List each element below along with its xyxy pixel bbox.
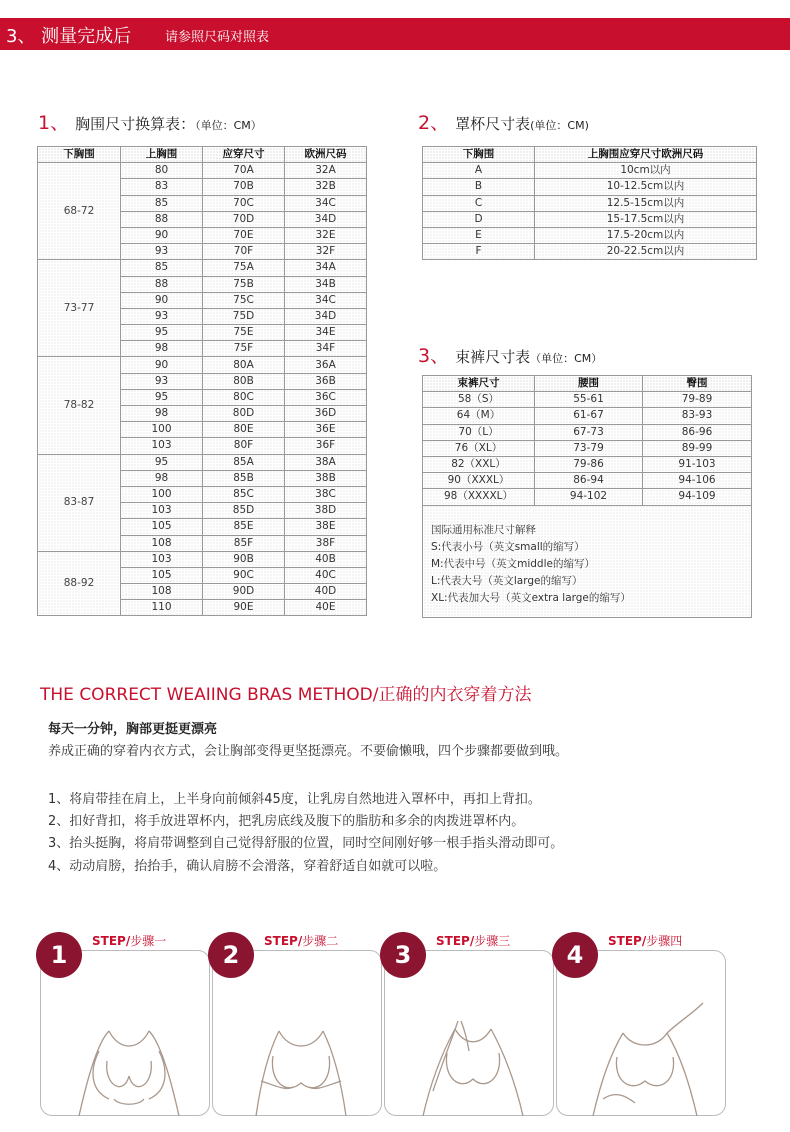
table-cell: 79-89 [643, 392, 752, 408]
size-note-line: S:代表小号（英文small的缩写） [431, 540, 585, 553]
step-number-badge: 4 [552, 932, 598, 978]
table-cell: 73-79 [535, 440, 643, 456]
table-cell: 100 [121, 422, 203, 438]
bra-size-title-num: 1、 [38, 112, 70, 134]
cup-size-title-num: 2、 [418, 112, 450, 134]
brief-size-table [422, 375, 752, 618]
bra-size-title [38, 108, 262, 135]
cup-size-title [418, 108, 589, 135]
cup-size-table-header [423, 147, 757, 163]
table-cell: 34D [285, 308, 367, 324]
table-cell: 89-99 [643, 440, 752, 456]
table-cell: 100 [121, 486, 203, 502]
table-cell: 98 [121, 341, 203, 357]
table-cell: D [423, 211, 535, 227]
table-cell: 61-67 [535, 408, 643, 424]
table-cell: 40D [285, 584, 367, 600]
step-1-illustration [59, 991, 199, 1121]
table-cell: 15-17.5cm以内 [535, 211, 757, 227]
table-cell: 85A [203, 454, 285, 470]
table-cell: 90D [203, 584, 285, 600]
step-card-2 [208, 920, 388, 1120]
table-cell: 36F [285, 438, 367, 454]
table-row [38, 551, 367, 567]
table-cell: 75A [203, 260, 285, 276]
step-4-illustration [575, 991, 715, 1121]
table-cell: 85E [203, 519, 285, 535]
table-cell: 67-73 [535, 424, 643, 440]
method-step-text-2: 2、扣好背扣，将手放进罩杯内，把乳房底线及腹下的脂肪和多余的肉拨进罩杯内。 [48, 814, 525, 829]
table-cell: 38D [285, 503, 367, 519]
table-cell: A [423, 163, 535, 179]
step-card-3 [380, 920, 560, 1120]
table-cell: 36A [285, 357, 367, 373]
table-row [423, 163, 757, 179]
step-label [92, 932, 166, 949]
brief-size-title-text: 束裤尺寸表 [455, 348, 531, 366]
table-cell: 80E [203, 422, 285, 438]
table-row [423, 424, 752, 440]
under-bust-cell: 78-82 [38, 357, 121, 454]
table-cell: 12.5-15cm以内 [535, 195, 757, 211]
table-cell: 90 [121, 357, 203, 373]
table-cell: 34C [285, 292, 367, 308]
table-header-cell: 应穿尺寸 [203, 147, 285, 163]
table-cell: 36E [285, 422, 367, 438]
header-subtitle: 请参照尺码对照表 [165, 30, 270, 45]
table-cell: 80B [203, 373, 285, 389]
table-cell: 75E [203, 325, 285, 341]
step-label-cn: 步骤二 [302, 934, 339, 948]
table-header-cell: 束裤尺寸 [423, 376, 535, 392]
table-cell: 93 [121, 373, 203, 389]
step-label-cn: 步骤一 [130, 934, 167, 948]
table-cell: 70D [203, 211, 285, 227]
table-cell: 55-61 [535, 392, 643, 408]
table-cell: 75B [203, 276, 285, 292]
table-cell: 32E [285, 227, 367, 243]
table-row [423, 244, 757, 260]
table-cell: 94-102 [535, 489, 643, 505]
step-label-en: STEP/ [436, 934, 475, 948]
table-cell: 40B [285, 551, 367, 567]
table-cell: 95 [121, 454, 203, 470]
table-cell: 76（XL） [423, 440, 535, 456]
table-cell: 38A [285, 454, 367, 470]
notes-row [423, 505, 752, 617]
table-cell: 90B [203, 551, 285, 567]
table-row [423, 440, 752, 456]
table-cell: 34B [285, 276, 367, 292]
method-headline: 每天一分钟，胸部更挺更漂亮 [48, 722, 218, 737]
table-row [423, 489, 752, 505]
table-cell: 70（L） [423, 424, 535, 440]
table-cell: 98（XXXXL） [423, 489, 535, 505]
cup-size-title-unit: (单位：CM) [530, 119, 589, 132]
table-cell: 70C [203, 195, 285, 211]
size-notes [423, 505, 752, 617]
table-row [423, 211, 757, 227]
table-cell: 34F [285, 341, 367, 357]
table-row [38, 260, 367, 276]
method-step-text-1: 1、将肩带挂在肩上，上半身向前倾斜45度，让乳房自然地进入罩杯中，再扣上背扣。 [48, 792, 541, 807]
table-row [423, 456, 752, 472]
table-cell: 93 [121, 308, 203, 324]
table-cell: 103 [121, 438, 203, 454]
table-cell: 75D [203, 308, 285, 324]
size-note-line: XL:代表加大号（英文extra large的缩写） [431, 591, 631, 604]
table-cell: 85 [121, 260, 203, 276]
table-cell: 38E [285, 519, 367, 535]
table-cell: 110 [121, 600, 203, 616]
table-row [423, 179, 757, 195]
table-cell: 85D [203, 503, 285, 519]
table-cell: 64（M） [423, 408, 535, 424]
table-cell: 85B [203, 470, 285, 486]
table-cell: 79-86 [535, 456, 643, 472]
header-title: 3、 测量完成后 [6, 26, 132, 47]
table-cell: 103 [121, 503, 203, 519]
header-banner [0, 18, 790, 50]
table-cell: 90 [121, 292, 203, 308]
table-cell: 98 [121, 406, 203, 422]
table-cell: 85F [203, 535, 285, 551]
table-cell: 88 [121, 211, 203, 227]
table-cell: 58（S） [423, 392, 535, 408]
step-label-en: STEP/ [92, 934, 131, 948]
table-row [38, 357, 367, 373]
table-cell: 108 [121, 584, 203, 600]
table-cell: 70E [203, 227, 285, 243]
method-step-text-4: 4、动动肩膀，抬抬手，确认肩膀不会滑落，穿着舒适自如就可以啦。 [48, 859, 447, 874]
table-cell: 85C [203, 486, 285, 502]
table-cell: 34A [285, 260, 367, 276]
table-cell: 86-94 [535, 473, 643, 489]
table-cell: 88 [121, 276, 203, 292]
table-row [423, 392, 752, 408]
table-cell: 17.5-20cm以内 [535, 227, 757, 243]
table-row [423, 473, 752, 489]
table-cell: 34D [285, 211, 367, 227]
cup-size-table [422, 146, 757, 260]
step-number-badge: 3 [380, 932, 426, 978]
table-cell: 80C [203, 389, 285, 405]
table-cell: 83 [121, 179, 203, 195]
step-label-cn: 步骤四 [646, 934, 683, 948]
table-cell: 32F [285, 244, 367, 260]
table-cell: 10cm以内 [535, 163, 757, 179]
bra-size-table [37, 146, 367, 616]
table-cell: 75C [203, 292, 285, 308]
step-label [608, 932, 682, 949]
step-label-en: STEP/ [264, 934, 303, 948]
table-cell: 90（XXXL） [423, 473, 535, 489]
table-cell: 108 [121, 535, 203, 551]
table-cell: C [423, 195, 535, 211]
bra-size-table-header [38, 147, 367, 163]
table-cell: 34E [285, 325, 367, 341]
table-cell: 90C [203, 567, 285, 583]
table-cell: 80F [203, 438, 285, 454]
cup-size-title-text: 罩杯尺寸表 [455, 115, 531, 133]
brief-size-title-unit: （单位：CM） [530, 352, 603, 365]
size-note-line: M:代表中号（英文middle的缩写） [431, 557, 595, 570]
table-cell: 10-12.5cm以内 [535, 179, 757, 195]
under-bust-cell: 73-77 [38, 260, 121, 357]
table-cell: 83-93 [643, 408, 752, 424]
table-cell: 32A [285, 163, 367, 179]
table-cell: 36B [285, 373, 367, 389]
table-cell: 20-22.5cm以内 [535, 244, 757, 260]
table-cell: 105 [121, 567, 203, 583]
table-row [38, 163, 367, 179]
bra-size-title-text: 胸围尺寸换算表： [75, 115, 196, 133]
table-header-cell: 上胸围 [121, 147, 203, 163]
method-intro: 养成正确的穿着内衣方式，会让胸部变得更坚挺漂亮。不要偷懒哦，四个步骤都要做到哦。 [48, 744, 569, 759]
step-3-illustration [403, 991, 543, 1121]
table-cell: 103 [121, 551, 203, 567]
table-cell: 38B [285, 470, 367, 486]
table-cell: 80A [203, 357, 285, 373]
step-2-illustration [231, 991, 371, 1121]
table-cell: 95 [121, 325, 203, 341]
table-cell: 34C [285, 195, 367, 211]
table-cell: 91-103 [643, 456, 752, 472]
table-header-cell: 下胸围 [38, 147, 121, 163]
table-cell: 36D [285, 406, 367, 422]
size-note-line: L:代表大号（英文large的缩写） [431, 574, 583, 587]
table-cell: 40C [285, 567, 367, 583]
brief-size-table-header [423, 376, 752, 392]
table-cell: F [423, 244, 535, 260]
table-header-cell: 欧洲尺码 [285, 147, 367, 163]
table-row [423, 408, 752, 424]
method-title: THE CORRECT WEAIING BRAS METHOD/正确的内衣穿着方法 [40, 685, 532, 705]
table-cell: 82（XXL） [423, 456, 535, 472]
table-header-cell: 腰围 [535, 376, 643, 392]
method-step-text-3: 3、抬头挺胸，将肩带调整到自己觉得舒服的位置，同时空间刚好够一根手指头滑动即可。 [48, 836, 564, 851]
table-cell: 95 [121, 389, 203, 405]
step-number-badge: 1 [36, 932, 82, 978]
table-cell: 70B [203, 179, 285, 195]
step-card-4 [552, 920, 732, 1120]
table-cell: 32B [285, 179, 367, 195]
step-card-1 [36, 920, 216, 1120]
table-header-cell: 下胸围 [423, 147, 535, 163]
table-header-cell: 上胸围应穿尺寸欧洲尺码 [535, 147, 757, 163]
size-note-line: 国际通用标准尺寸解释 [431, 523, 536, 536]
table-cell: 70A [203, 163, 285, 179]
brief-size-title-num: 3、 [418, 345, 450, 367]
step-label-cn: 步骤三 [474, 934, 511, 948]
bra-size-title-unit: （单位：CM） [195, 119, 262, 132]
table-row [38, 454, 367, 470]
table-row [423, 227, 757, 243]
table-cell: 70F [203, 244, 285, 260]
table-cell: 98 [121, 470, 203, 486]
table-cell: 80 [121, 163, 203, 179]
under-bust-cell: 83-87 [38, 454, 121, 551]
table-cell: B [423, 179, 535, 195]
table-cell: 94-109 [643, 489, 752, 505]
table-cell: 86-96 [643, 424, 752, 440]
step-label [436, 932, 510, 949]
table-header-cell: 臀围 [643, 376, 752, 392]
table-cell: 90E [203, 600, 285, 616]
under-bust-cell: 68-72 [38, 163, 121, 260]
table-cell: 36C [285, 389, 367, 405]
table-cell: E [423, 227, 535, 243]
table-cell: 38C [285, 486, 367, 502]
under-bust-cell: 88-92 [38, 551, 121, 616]
table-cell: 38F [285, 535, 367, 551]
step-label [264, 932, 338, 949]
brief-size-title [418, 341, 602, 368]
table-cell: 93 [121, 244, 203, 260]
step-label-en: STEP/ [608, 934, 647, 948]
step-number-badge: 2 [208, 932, 254, 978]
table-cell: 90 [121, 227, 203, 243]
table-cell: 75F [203, 341, 285, 357]
table-cell: 105 [121, 519, 203, 535]
table-cell: 94-106 [643, 473, 752, 489]
table-cell: 40E [285, 600, 367, 616]
table-row [423, 195, 757, 211]
table-cell: 80D [203, 406, 285, 422]
table-cell: 85 [121, 195, 203, 211]
